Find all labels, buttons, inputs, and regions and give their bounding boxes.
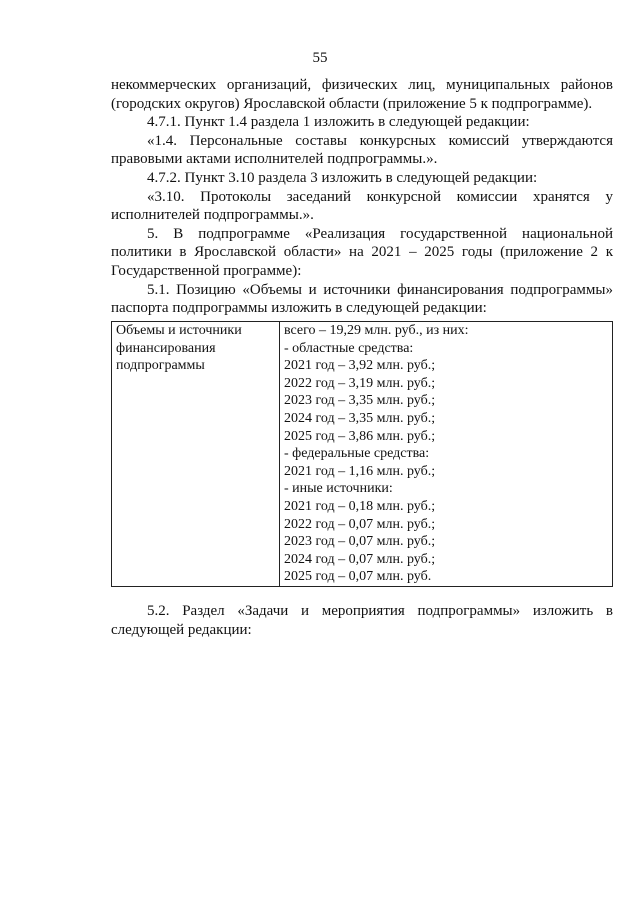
financing-line: 2024 год – 3,35 млн. руб.;	[284, 410, 436, 426]
paragraph-5-2: 5.2. Раздел «Задачи и мероприятия подпрограммы» изложить в следующей редакции:	[111, 603, 613, 638]
financing-line: 2023 год – 3,35 млн. руб.;	[284, 393, 436, 409]
financing-line: 2023 год – 0,07 млн. руб.;	[284, 534, 436, 550]
financing-line: 2025 год – 0,07 млн. руб.	[284, 569, 432, 585]
financing-line: 2024 год – 0,07 млн. руб.;	[284, 551, 436, 567]
paragraph-5: 5. В подпрограмме «Реализация государственной национальной политики в Ярославской области» на 2021 – 2025 годы (приложение 2 к Государственной программе):	[111, 225, 613, 279]
financing-line: - областные средства:	[284, 340, 414, 356]
paragraph-quote-3-10: «3.10. Протоколы заседаний конкурсной комиссии хранятся у исполнителей подпрограммы.».	[111, 188, 613, 224]
financing-line: 2021 год – 1,16 млн. руб.;	[284, 463, 436, 479]
financing-line: - иные источники:	[284, 481, 393, 497]
financing-table	[111, 321, 613, 587]
paragraph-5-1: 5.1. Позицию «Объемы и источники финансирования подпрограммы» паспорта подпрограммы изложить в следующей редакции:	[111, 281, 613, 317]
paragraph-4-7-1: 4.7.1. Пункт 1.4 раздела 1 изложить в следующей редакции:	[147, 114, 530, 131]
paragraph-quote-1-4: «1.4. Персональные составы конкурсных комиссий утверждаются правовыми актами исполнителей подпрограммы.».	[111, 132, 613, 168]
financing-line: - федеральные средства:	[284, 446, 430, 462]
body-text-after-table	[111, 602, 613, 639]
financing-line: 2021 год – 0,18 млн. руб.;	[284, 498, 436, 514]
financing-line: всего – 19,29 млн. руб., из них:	[284, 323, 469, 338]
financing-line: 2022 год – 3,19 млн. руб.;	[284, 375, 436, 391]
paragraph-continuation: некоммерческих организаций, физических лиц, муниципальных районов (городских округов) Ярославской области (приложение 5 к подпрограмме).	[111, 77, 613, 112]
table-row	[112, 322, 613, 587]
financing-label-cell: Объемы и источники финансирования подпрограммы	[112, 322, 280, 587]
financing-values-cell	[280, 322, 613, 587]
body-text	[111, 76, 613, 318]
page-number: 55	[312, 50, 328, 66]
financing-line: 2025 год – 3,86 млн. руб.;	[284, 428, 436, 444]
financing-line: 2021 год – 3,92 млн. руб.;	[284, 358, 436, 374]
financing-line: 2022 год – 0,07 млн. руб.;	[284, 516, 436, 532]
paragraph-4-7-2: 4.7.2. Пункт 3.10 раздела 3 изложить в следующей редакции:	[147, 169, 538, 186]
